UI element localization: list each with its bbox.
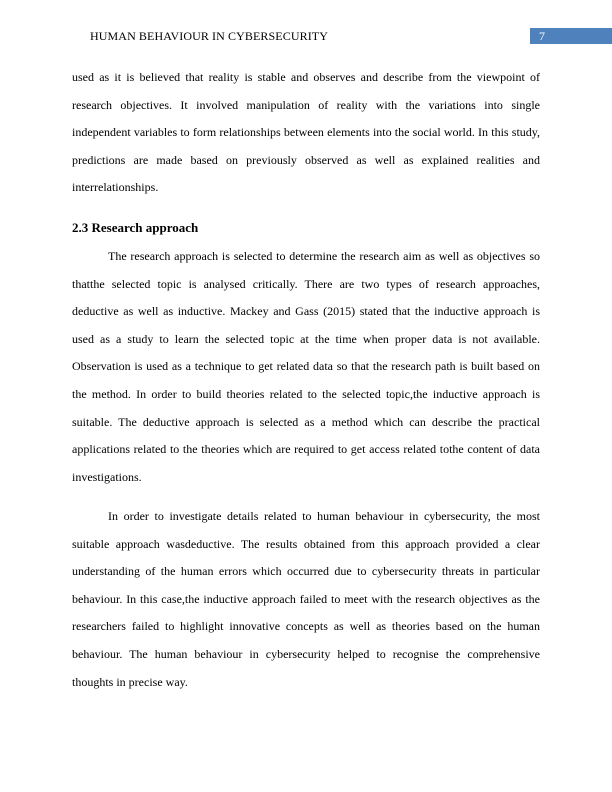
section-heading: 2.3 Research approach <box>72 220 199 235</box>
body-paragraph-continued: used as it is believed that reality is stable and observes and describe from the viewpoint of research objectives. It involved manipulation of reality with the variations into single independent variables to form relationships between elements into the social world. In this study, predictions are made based on previously observed as well as explained realities and interrelationships. <box>72 70 540 195</box>
body-paragraph: The research approach is selected to determine the research aim as well as objectives so thatthe selected topic is analysed critically. There are two types of research approaches, deductive as well as inductive. Mackey and Gass (2015) stated that the inductive approach is used as a study to learn the selected topic at the time when proper data is not available. Observation is used as a technique to get related data so that the research path is built based on the method. In order to build theories related to the selected topic,the inductive approach is suitable. The deductive approach is selected as a method which can describe the practical applications related to the theories which are required to get access related tothe content of data investigations. <box>72 249 540 484</box>
page-number-badge: 7 <box>530 28 612 44</box>
body-paragraph: In order to investigate details related to human behaviour in cybersecurity, the most suitable approach wasdeductive. The results obtained from this approach provided a clear understanding of the human errors which occurred due to cybersecurity threats in particular behaviour. In this case,the inductive approach failed to meet with the research objectives as the researchers failed to highlight innovative concepts as well as theories based on the human behaviour. The human behaviour in cybersecurity helped to recognise the comprehensive thoughts in precise way. <box>72 509 540 689</box>
running-header-title: HUMAN BEHAVIOUR IN CYBERSECURITY <box>90 29 328 43</box>
